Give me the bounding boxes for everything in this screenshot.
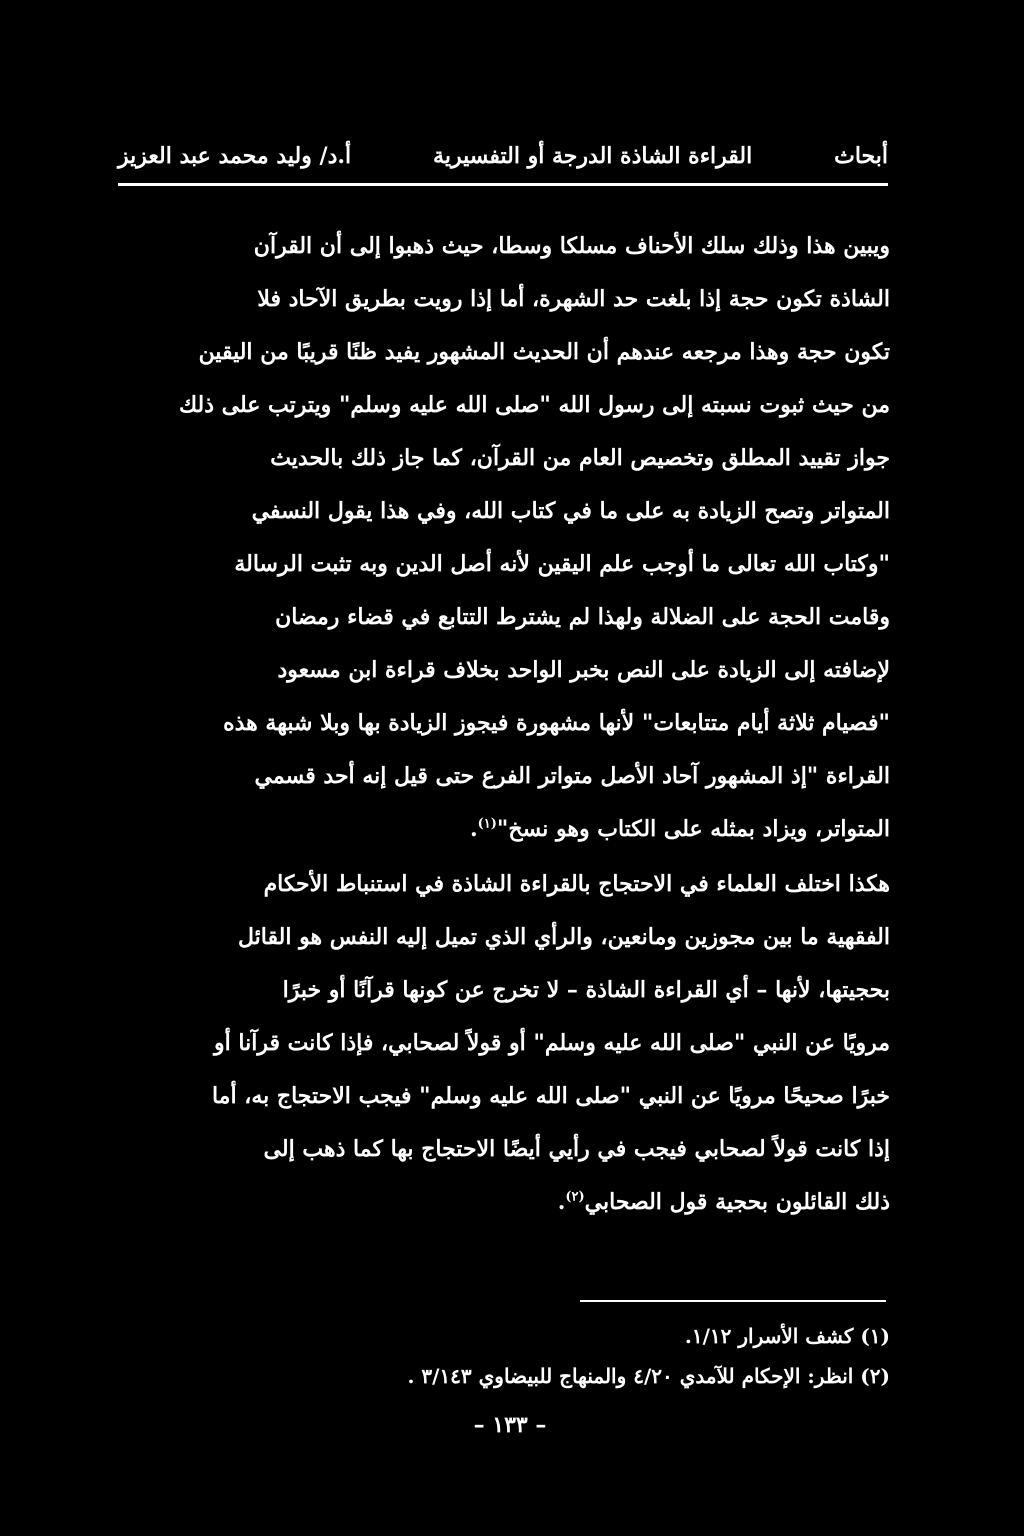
footnote-marker-2[interactable]: (٢) [565,1189,585,1205]
paragraph-line: المتواتر وتصح الزيادة به على ما في كتاب الله، وفي هذا يقول النسفي [251,498,890,524]
paragraph-line: مرويًا عن النبي "صلى الله عليه وسلم" أو قولاً لصحابي، فإذا كانت قرآنا أو [214,1030,890,1056]
footnote-1: (١) كشف الأسرار ١/١٢. [684,1324,890,1348]
paragraph-2 [130,858,890,1229]
paragraph-line: الشاذة تكون حجة إذا بلغت حد الشهرة، أما إذا رويت بطريق الآحاد فلا [257,286,890,312]
header-divider [118,183,888,186]
paragraph-line: وقامت الحجة على الضلالة ولهذا لم يشترط التتابع في قضاء رمضان [275,604,890,630]
paragraph-line-text: ذلك القائلون بحجية قول الصحابي [584,1189,890,1215]
paragraph-line: هكذا اختلف العلماء في الاحتجاج بالقراءة الشاذة في استنباط الأحكام [263,871,890,897]
paragraph-line: "وكتاب الله تعالى ما أوجب علم اليقين لأنه أصل الدين وبه تثبت الرسالة [234,551,890,577]
paragraph-1 [130,220,890,856]
paragraph-line: لإضافته إلى الزيادة على النص بخبر الواحد بخلاف قراءة ابن مسعود [277,657,890,683]
footnote-divider [580,1300,886,1302]
paragraph-line: "فصيام ثلاثة أيام متتابعات" لأنها مشهورة فيجوز الزيادة بها وبلا شبهة هذه [223,710,890,736]
paragraph-line: بحجيتها، لأنها – أي القراءة الشاذة – لا تخرج عن كونها قرآنًا أو خبرًا [282,977,890,1003]
paragraph-line: الفقهية ما بين مجوزين ومانعين، والرأي الذي تميل إليه النفس هو القائل [238,924,890,950]
running-header [118,138,888,174]
paragraph-line-last [130,1176,890,1229]
footnote-marker-1[interactable]: (١) [477,816,497,832]
footnotes [300,1316,890,1396]
paragraph-line: ويبين هذا وذلك سلك الأحناف مسلكا وسطا، حيث ذهبوا إلى أن القرآن [253,233,890,259]
footnote-2: (٢) انظر: الإحكام للآمدي ٤/٢٠ والمنهاج للبيضاوي ٣/١٤٣ . [407,1364,890,1388]
paragraph-line: إذا كانت قولاً لصحابي فيجب في رأيي أيضًا الاحتجاج بها كما ذهب إلى [263,1136,890,1162]
page-number: – ١٣٣ – [473,1412,547,1438]
paragraph-line: القراءة "إذ المشهور آحاد الأصل متواتر الفرع حتى قيل إنه أحد قسمي [254,763,890,789]
paragraph-line: جواز تقييد المطلق وتخصيص العام من القرآن، كما جاز ذلك بالحديث [270,445,890,471]
sentence-end: . [557,1189,566,1215]
header-section: أبحاث [834,143,888,169]
header-author: أ.د/ وليد محمد عبد العزيز [118,143,352,169]
paragraph-line-text: المتواتر، ويزاد بمثله على الكتاب وهو نسخ" [496,816,890,842]
paragraph-line: من حيث ثبوت نسبته إلى رسول الله "صلى الله عليه وسلم" ويترتب على ذلك [178,392,890,418]
sentence-end: . [469,816,478,842]
paragraph-line: خبرًا صحيحًا مرويًا عن النبي "صلى الله عليه وسلم" فيجب الاحتجاج به، أما [211,1083,890,1109]
paragraph-line-last [130,803,890,856]
header-title: القراءة الشاذة الدرجة أو التفسيرية [433,143,753,169]
paragraph-line: تكون حجة وهذا مرجعه عندهم أن الحديث المشهور يفيد ظنًا قريبًا من اليقين [198,339,890,365]
